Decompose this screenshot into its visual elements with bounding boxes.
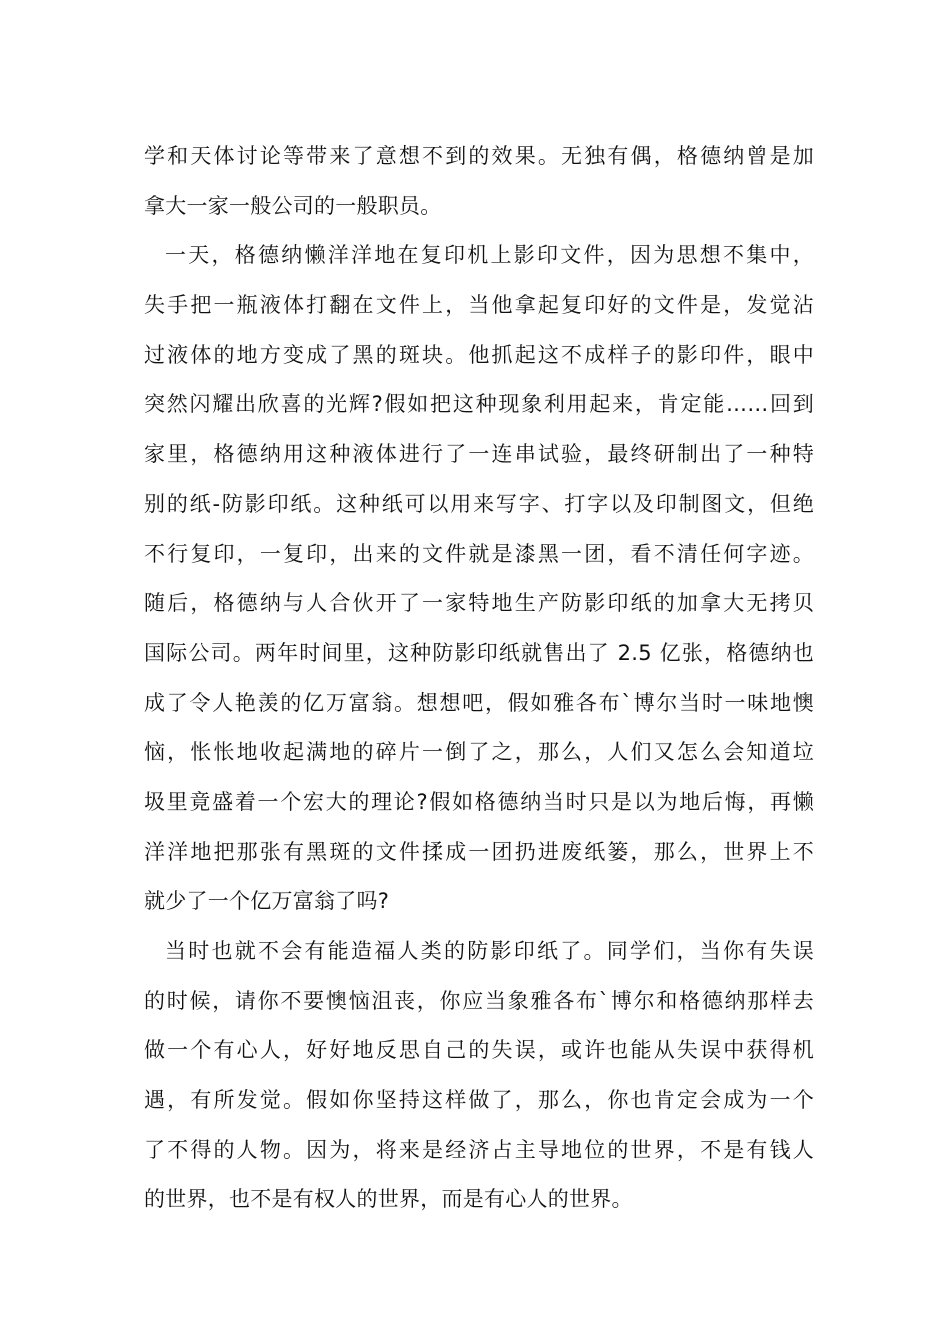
- text-line: 恼，怅怅地收起满地的碎片一倒了之，那么，人们又怎么会知道垃: [144, 740, 814, 765]
- text-line: 不行复印，一复印，出来的文件就是漆黑一团，看不清任何字迹。: [144, 541, 814, 566]
- body-text: [144, 132, 814, 1225]
- text-line: 拿大一家一般公司的一般职员。: [144, 193, 442, 218]
- text-line: 的时候，请你不要懊恼沮丧，你应当象雅各布`博尔和格德纳那样去: [144, 988, 814, 1013]
- paragraph-first-line: 一天，格德纳懒洋洋地在复印机上影印文件，因为思想不集中，: [165, 243, 814, 268]
- text-line: 学和天体讨论等带来了意想不到的效果。无独有偶，格德纳曾是加: [144, 144, 814, 168]
- text-line: 失手把一瓶液体打翻在文件上，当他拿起复印好的文件是，发觉沾: [144, 293, 814, 318]
- text-line: 就少了一个亿万富翁了吗?: [144, 889, 390, 914]
- text-line: 突然闪耀出欣喜的光辉?假如把这种现象利用起来，肯定能……回到: [144, 392, 814, 417]
- text-line: 圾里竟盛着一个宏大的理论?假如格德纳当时只是以为地后悔，再懒: [144, 789, 814, 814]
- text-line: 别的纸-防影印纸。这种纸可以用来写字、打字以及印制图文，但绝: [144, 491, 814, 516]
- paragraph-first-line: 当时也就不会有能造福人类的防影印纸了。同学们，当你有失误: [165, 939, 814, 963]
- text-line: 随后，格德纳与人合伙开了一家特地生产防影印纸的加拿大无拷贝: [144, 591, 814, 616]
- text-line: 国际公司。两年时间里，这种防影印纸就售出了 2.5 亿张，格德纳也: [144, 640, 814, 665]
- text-line: 的世界，也不是有权人的世界，而是有心人的世界。: [144, 1187, 633, 1212]
- text-line: 家里，格德纳用这种液体进行了一连串试验，最终研制出了一种特: [144, 442, 814, 467]
- text-line: 成了令人艳羡的亿万富翁。想想吧，假如雅各布`博尔当时一味地懊: [144, 690, 814, 715]
- text-line: 洋洋地把那张有黑斑的文件揉成一团扔进废纸篓，那么，世界上不: [144, 839, 814, 864]
- text-line: 做一个有心人，好好地反思自己的失误，或许也能从失误中获得机: [144, 1038, 814, 1063]
- text-line: 了不得的人物。因为，将来是经济占主导地位的世界，不是有钱人: [144, 1137, 814, 1162]
- text-line: 遇，有所发觉。假如你坚持这样做了，那么，你也肯定会成为一个: [144, 1088, 814, 1113]
- text-line: 过液体的地方变成了黑的斑块。他抓起这不成样子的影印件，眼中: [144, 342, 814, 367]
